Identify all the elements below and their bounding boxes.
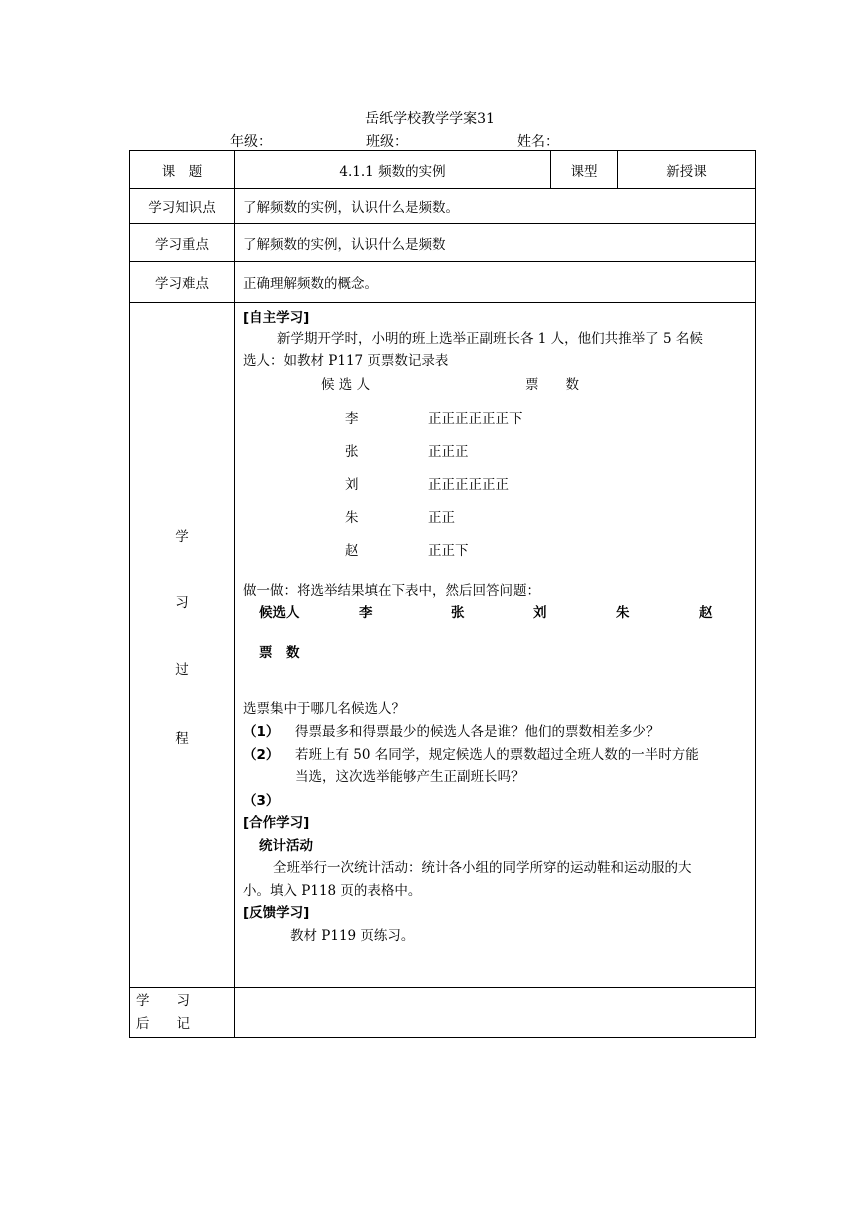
cooperative-heading: [合作学习] (243, 815, 310, 831)
notes-row (130, 988, 756, 1038)
knowledge-label: 学习知识点 (130, 189, 235, 224)
result-header-zhu: 朱 (616, 605, 630, 621)
q2-line-2: 当选，这次选举能够产生正副班长吗？ (295, 769, 525, 785)
lesson-type-value: 新授课 (618, 151, 756, 189)
votes-label: 票 数 (259, 645, 300, 661)
notes-label-line-1: 学 习 (136, 992, 190, 1009)
tally-name: 刘 (345, 477, 359, 493)
document-title: 岳纸学校教学学案31 (365, 111, 495, 127)
question-intro: 选票集中于哪几名候选人？ (243, 701, 405, 717)
statistics-activity-heading: 统计活动 (259, 838, 313, 854)
result-header-liu: 刘 (533, 605, 547, 621)
q2-number: （2） (243, 747, 280, 763)
key-point-label: 学习重点 (130, 224, 235, 262)
process-char-4: 程 (175, 731, 189, 747)
tally-marks: 正正下 (428, 543, 469, 559)
process-row (130, 303, 756, 988)
process-label-cell (130, 303, 235, 988)
lesson-plan-table (129, 150, 756, 1038)
tally-name: 朱 (345, 510, 359, 526)
difficulty-row (130, 262, 756, 303)
tally-marks: 正正正 (428, 444, 469, 460)
statistics-line-1: 全班举行一次统计活动：统计各小组的同学所穿的运动鞋和运动服的大 (273, 860, 692, 876)
feedback-text: 教材 P119 页练习。 (290, 928, 415, 944)
tally-marks: 正正 (428, 510, 455, 526)
tally-header-candidate: 候 选 人 (321, 377, 371, 393)
q1-number: （1） (243, 724, 280, 740)
do-it-prompt: 做一做：将选举结果填在下表中，然后回答问题： (243, 583, 540, 599)
difficulty-value: 正确理解频数的概念。 (235, 262, 756, 303)
key-point-row (130, 224, 756, 262)
feedback-heading: [反馈学习] (243, 905, 310, 921)
topic-label: 课 题 (130, 151, 235, 189)
process-char-3: 过 (175, 662, 189, 678)
class-label: 班级： (366, 134, 408, 150)
topic-row (130, 151, 756, 189)
process-char-2: 习 (175, 595, 189, 611)
difficulty-label: 学习难点 (130, 262, 235, 303)
notes-value (235, 988, 756, 1038)
q1-text: 得票最多和得票最少的候选人各是谁？他们的票数相差多少？ (295, 724, 660, 740)
knowledge-row (130, 189, 756, 224)
result-header-zhao: 赵 (699, 605, 713, 621)
result-header-candidate: 候选人 (259, 605, 300, 621)
knowledge-value: 了解频数的实例，认识什么是频数。 (235, 189, 756, 224)
notes-label-line-2: 后 记 (136, 1015, 190, 1032)
grade-label: 年级： (230, 134, 272, 150)
tally-marks: 正正正正正正 (428, 477, 509, 493)
intro-line-1: 新学期开学时，小明的班上选举正副班长各 1 人，他们共推举了 5 名候 (277, 331, 703, 347)
result-header-li: 李 (359, 605, 373, 621)
process-content (235, 303, 756, 988)
result-header-zhang: 张 (451, 605, 465, 621)
process-char-1: 学 (175, 529, 189, 545)
self-study-heading: [自主学习] (243, 310, 310, 326)
key-point-value: 了解频数的实例，认识什么是频数 (235, 224, 756, 262)
q2-line-1: 若班上有 50 名同学，规定候选人的票数超过全班人数的一半时方能 (295, 747, 699, 763)
statistics-line-2: 小。填入 P118 页的表格中。 (243, 883, 422, 899)
q3-number: （3） (243, 793, 280, 809)
tally-name: 赵 (345, 543, 359, 559)
tally-name: 李 (345, 411, 359, 427)
tally-header-votes: 票 数 (525, 377, 579, 393)
notes-label (130, 988, 235, 1038)
lesson-type-label: 课型 (551, 151, 618, 189)
tally-name: 张 (345, 444, 359, 460)
intro-line-2: 选人：如教材 P117 页票数记录表 (243, 353, 449, 369)
topic-value: 4.1.1 频数的实例 (235, 151, 551, 189)
tally-marks: 正正正正正正下 (428, 411, 523, 427)
name-label: 姓名： (517, 134, 559, 150)
